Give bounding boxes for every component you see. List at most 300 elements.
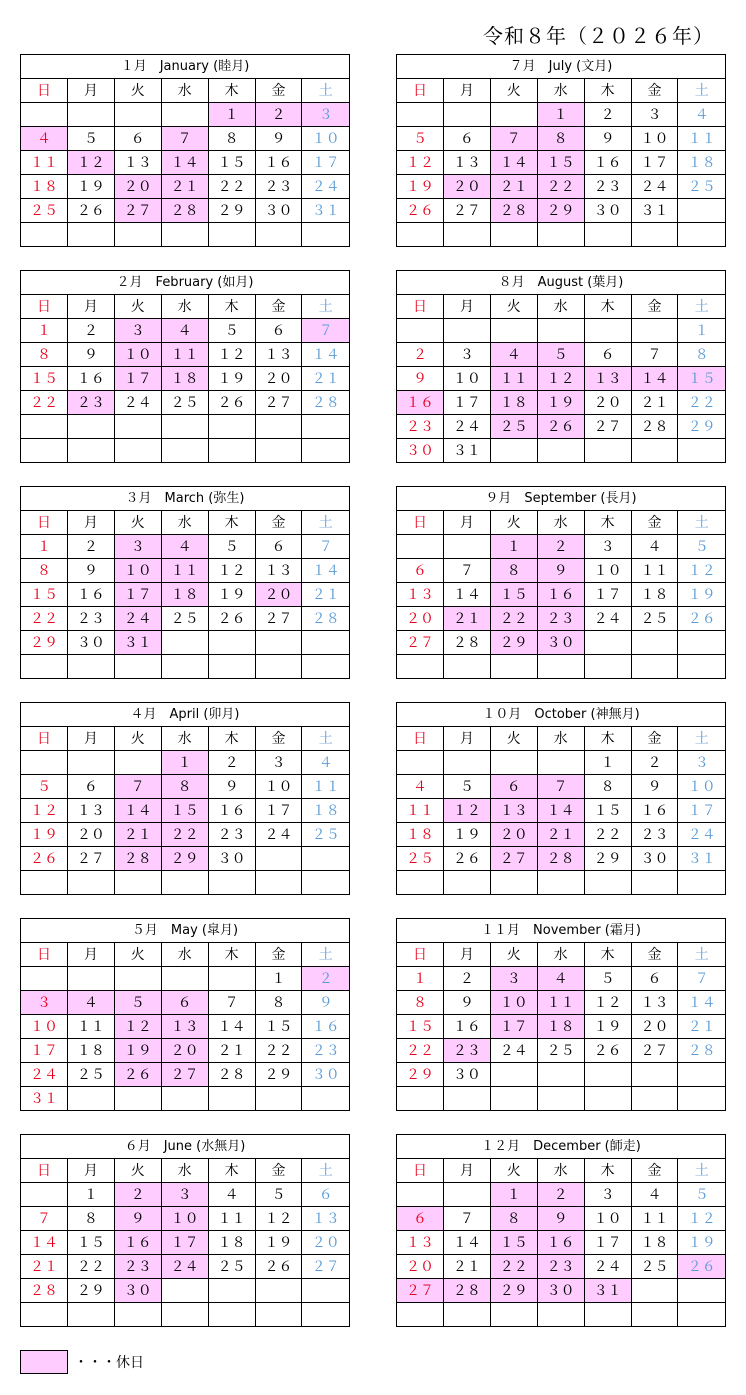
day-cell: ２７ bbox=[67, 847, 114, 871]
month-calendar bbox=[396, 1134, 726, 1327]
day-cell: ２８ bbox=[208, 1063, 255, 1087]
day-cell: ７ bbox=[161, 127, 208, 151]
empty-cell bbox=[397, 223, 444, 247]
empty-cell bbox=[255, 415, 302, 439]
day-cell: ２ bbox=[208, 751, 255, 775]
empty-cell bbox=[21, 751, 68, 775]
empty-cell bbox=[584, 439, 631, 463]
day-cell: １５ bbox=[678, 367, 726, 391]
day-cell: ２６ bbox=[208, 607, 255, 631]
day-cell: ２３ bbox=[67, 607, 114, 631]
empty-cell bbox=[397, 535, 444, 559]
day-cell: ２１ bbox=[443, 1255, 490, 1279]
day-cell: １６ bbox=[302, 1015, 350, 1039]
weekday-label: 火 bbox=[490, 295, 537, 319]
day-cell: ３１ bbox=[443, 439, 490, 463]
day-cell: ９ bbox=[255, 127, 302, 151]
empty-cell bbox=[302, 223, 350, 247]
empty-cell bbox=[67, 751, 114, 775]
empty-cell bbox=[302, 415, 350, 439]
weekday-label: 木 bbox=[208, 943, 255, 967]
day-cell: ３０ bbox=[302, 1063, 350, 1087]
empty-cell bbox=[208, 655, 255, 679]
day-cell: １０ bbox=[678, 775, 726, 799]
day-cell: １９ bbox=[21, 823, 68, 847]
day-cell: １７ bbox=[584, 583, 631, 607]
day-cell: ３１ bbox=[584, 1279, 631, 1303]
day-cell: １７ bbox=[114, 583, 161, 607]
day-cell: １５ bbox=[67, 1231, 114, 1255]
day-cell: １９ bbox=[443, 823, 490, 847]
empty-cell bbox=[678, 223, 726, 247]
empty-cell bbox=[302, 631, 350, 655]
day-cell: ８ bbox=[678, 343, 726, 367]
day-cell: ２５ bbox=[537, 1039, 584, 1063]
day-cell: １２ bbox=[678, 1207, 726, 1231]
empty-cell bbox=[161, 439, 208, 463]
legend-label: ・・・休日 bbox=[74, 1355, 144, 1371]
day-cell: １９ bbox=[67, 175, 114, 199]
weekday-label: 月 bbox=[443, 727, 490, 751]
day-cell: ４ bbox=[397, 775, 444, 799]
weekday-label: 木 bbox=[208, 1159, 255, 1183]
day-cell: １６ bbox=[584, 151, 631, 175]
weekday-label: 水 bbox=[537, 727, 584, 751]
day-cell: ３ bbox=[584, 535, 631, 559]
empty-cell bbox=[67, 1303, 114, 1327]
empty-cell bbox=[443, 1183, 490, 1207]
day-cell: １８ bbox=[161, 583, 208, 607]
day-cell: １６ bbox=[255, 151, 302, 175]
day-cell: １７ bbox=[302, 151, 350, 175]
day-cell: ３ bbox=[161, 1183, 208, 1207]
empty-cell bbox=[255, 655, 302, 679]
weekday-label: 金 bbox=[255, 943, 302, 967]
empty-cell bbox=[537, 439, 584, 463]
weekday-label: 木 bbox=[584, 727, 631, 751]
empty-cell bbox=[537, 223, 584, 247]
day-cell: １０ bbox=[161, 1207, 208, 1231]
empty-cell bbox=[678, 655, 726, 679]
empty-cell bbox=[490, 223, 537, 247]
day-cell: １０ bbox=[584, 559, 631, 583]
day-cell: １５ bbox=[537, 151, 584, 175]
day-cell: １ bbox=[161, 751, 208, 775]
day-cell: １６ bbox=[114, 1231, 161, 1255]
day-cell: ３０ bbox=[255, 199, 302, 223]
day-cell: ４ bbox=[208, 1183, 255, 1207]
empty-cell bbox=[161, 655, 208, 679]
empty-cell bbox=[397, 103, 444, 127]
day-cell: ５ bbox=[208, 535, 255, 559]
month-calendar bbox=[396, 486, 726, 679]
empty-cell bbox=[397, 1183, 444, 1207]
day-cell: ３０ bbox=[537, 631, 584, 655]
empty-cell bbox=[161, 1087, 208, 1111]
day-cell: ２０ bbox=[490, 823, 537, 847]
day-cell: ３０ bbox=[208, 847, 255, 871]
empty-cell bbox=[678, 1303, 726, 1327]
empty-cell bbox=[161, 415, 208, 439]
empty-cell bbox=[67, 655, 114, 679]
empty-cell bbox=[678, 871, 726, 895]
day-cell: ２１ bbox=[21, 1255, 68, 1279]
day-cell: ６ bbox=[490, 775, 537, 799]
empty-cell bbox=[208, 1279, 255, 1303]
day-cell: ２５ bbox=[21, 199, 68, 223]
day-cell: ２７ bbox=[114, 199, 161, 223]
day-cell: ２２ bbox=[21, 607, 68, 631]
empty-cell bbox=[21, 967, 68, 991]
month-calendar bbox=[396, 54, 726, 247]
weekday-label: 日 bbox=[397, 1159, 444, 1183]
empty-cell bbox=[490, 1063, 537, 1087]
day-cell: ２７ bbox=[255, 391, 302, 415]
empty-cell bbox=[631, 1279, 678, 1303]
day-cell: ２２ bbox=[537, 175, 584, 199]
day-cell: ５ bbox=[584, 967, 631, 991]
day-cell: １３ bbox=[114, 151, 161, 175]
day-cell: ２ bbox=[443, 967, 490, 991]
day-cell: １３ bbox=[161, 1015, 208, 1039]
month-header: １２月 December (師走) bbox=[397, 1135, 726, 1159]
day-cell: ８ bbox=[255, 991, 302, 1015]
day-cell: １ bbox=[255, 967, 302, 991]
empty-cell bbox=[678, 439, 726, 463]
day-cell: １１ bbox=[537, 991, 584, 1015]
day-cell: １９ bbox=[208, 367, 255, 391]
empty-cell bbox=[208, 415, 255, 439]
weekday-label: 土 bbox=[678, 295, 726, 319]
day-cell: １ bbox=[490, 535, 537, 559]
day-cell: ６ bbox=[255, 535, 302, 559]
day-cell: ２ bbox=[67, 535, 114, 559]
day-cell: ２１ bbox=[161, 175, 208, 199]
weekday-label: 日 bbox=[21, 295, 68, 319]
day-cell: ２０ bbox=[302, 1231, 350, 1255]
day-cell: １８ bbox=[302, 799, 350, 823]
month-header: １月 January (睦月) bbox=[21, 55, 350, 79]
empty-cell bbox=[114, 1087, 161, 1111]
day-cell: １８ bbox=[537, 1015, 584, 1039]
day-cell: ５ bbox=[678, 1183, 726, 1207]
empty-cell bbox=[443, 1303, 490, 1327]
day-cell: ６ bbox=[443, 127, 490, 151]
day-cell: ９ bbox=[67, 559, 114, 583]
day-cell: ３１ bbox=[21, 1087, 68, 1111]
day-cell: ２３ bbox=[67, 391, 114, 415]
weekday-label: 土 bbox=[302, 727, 350, 751]
empty-cell bbox=[490, 439, 537, 463]
empty-cell bbox=[21, 1183, 68, 1207]
day-cell: １０ bbox=[443, 367, 490, 391]
day-cell: ２４ bbox=[161, 1255, 208, 1279]
day-cell: ２６ bbox=[678, 607, 726, 631]
day-cell: ８ bbox=[21, 559, 68, 583]
day-cell: ２３ bbox=[208, 823, 255, 847]
day-cell: ５ bbox=[21, 775, 68, 799]
day-cell: ２０ bbox=[584, 391, 631, 415]
month-header: １１月 November (霜月) bbox=[397, 919, 726, 943]
day-cell: ３ bbox=[302, 103, 350, 127]
day-cell: ３ bbox=[678, 751, 726, 775]
day-cell: １９ bbox=[208, 583, 255, 607]
empty-cell bbox=[631, 1063, 678, 1087]
empty-cell bbox=[490, 655, 537, 679]
weekday-label: 月 bbox=[67, 943, 114, 967]
weekday-label: 土 bbox=[678, 727, 726, 751]
weekday-label: 火 bbox=[114, 79, 161, 103]
empty-cell bbox=[537, 655, 584, 679]
empty-cell bbox=[443, 751, 490, 775]
day-cell: １５ bbox=[21, 367, 68, 391]
day-cell: ２２ bbox=[67, 1255, 114, 1279]
day-cell: ２３ bbox=[631, 823, 678, 847]
day-cell: １７ bbox=[21, 1039, 68, 1063]
day-cell: ２５ bbox=[67, 1063, 114, 1087]
empty-cell bbox=[631, 1087, 678, 1111]
empty-cell bbox=[631, 439, 678, 463]
weekday-label: 土 bbox=[302, 1159, 350, 1183]
empty-cell bbox=[584, 1303, 631, 1327]
day-cell: １２ bbox=[208, 343, 255, 367]
day-cell: １ bbox=[21, 319, 68, 343]
day-cell: ２３ bbox=[114, 1255, 161, 1279]
empty-cell bbox=[67, 871, 114, 895]
weekday-label: 火 bbox=[114, 727, 161, 751]
month-header: ５月 May (皐月) bbox=[21, 919, 350, 943]
empty-cell bbox=[678, 1279, 726, 1303]
empty-cell bbox=[678, 631, 726, 655]
weekday-label: 水 bbox=[537, 79, 584, 103]
empty-cell bbox=[537, 1087, 584, 1111]
weekday-label: 木 bbox=[584, 1159, 631, 1183]
day-cell: ２３ bbox=[443, 1039, 490, 1063]
day-cell: ２８ bbox=[443, 631, 490, 655]
day-cell: ９ bbox=[114, 1207, 161, 1231]
day-cell: ２２ bbox=[208, 175, 255, 199]
day-cell: ４ bbox=[537, 967, 584, 991]
empty-cell bbox=[114, 103, 161, 127]
empty-cell bbox=[208, 1087, 255, 1111]
day-cell: ２ bbox=[537, 535, 584, 559]
day-cell: １８ bbox=[631, 1231, 678, 1255]
day-cell: １９ bbox=[537, 391, 584, 415]
empty-cell bbox=[114, 871, 161, 895]
day-cell: １９ bbox=[255, 1231, 302, 1255]
day-cell: １４ bbox=[631, 367, 678, 391]
day-cell: １６ bbox=[443, 1015, 490, 1039]
empty-cell bbox=[631, 319, 678, 343]
day-cell: １４ bbox=[114, 799, 161, 823]
weekday-label: 金 bbox=[631, 943, 678, 967]
weekday-label: 水 bbox=[161, 943, 208, 967]
weekday-label: 水 bbox=[161, 79, 208, 103]
empty-cell bbox=[631, 1303, 678, 1327]
day-cell: ７ bbox=[443, 559, 490, 583]
day-cell: ２４ bbox=[255, 823, 302, 847]
day-cell: ８ bbox=[397, 991, 444, 1015]
empty-cell bbox=[67, 967, 114, 991]
day-cell: １５ bbox=[397, 1015, 444, 1039]
day-cell: ２１ bbox=[114, 823, 161, 847]
weekday-label: 土 bbox=[678, 79, 726, 103]
empty-cell bbox=[678, 1063, 726, 1087]
day-cell: ５ bbox=[255, 1183, 302, 1207]
day-cell: ２９ bbox=[490, 631, 537, 655]
weekday-label: 月 bbox=[443, 511, 490, 535]
weekday-label: 木 bbox=[208, 727, 255, 751]
empty-cell bbox=[255, 223, 302, 247]
weekday-label: 金 bbox=[255, 511, 302, 535]
empty-cell bbox=[67, 1087, 114, 1111]
empty-cell bbox=[490, 871, 537, 895]
day-cell: １２ bbox=[397, 151, 444, 175]
day-cell: ２ bbox=[302, 967, 350, 991]
empty-cell bbox=[67, 439, 114, 463]
day-cell: ２０ bbox=[443, 175, 490, 199]
empty-cell bbox=[397, 751, 444, 775]
empty-cell bbox=[397, 871, 444, 895]
day-cell: １４ bbox=[490, 151, 537, 175]
day-cell: ２３ bbox=[537, 1255, 584, 1279]
weekday-label: 土 bbox=[302, 511, 350, 535]
empty-cell bbox=[21, 655, 68, 679]
weekday-label: 木 bbox=[208, 79, 255, 103]
day-cell: ８ bbox=[67, 1207, 114, 1231]
day-cell: ２９ bbox=[161, 847, 208, 871]
weekday-label: 金 bbox=[631, 79, 678, 103]
day-cell: ２５ bbox=[631, 1255, 678, 1279]
day-cell: ３１ bbox=[114, 631, 161, 655]
month-header: ４月 April (卯月) bbox=[21, 703, 350, 727]
day-cell: ３０ bbox=[443, 1063, 490, 1087]
day-cell: １７ bbox=[631, 151, 678, 175]
empty-cell bbox=[302, 1303, 350, 1327]
day-cell: ２２ bbox=[584, 823, 631, 847]
month-calendar bbox=[20, 1134, 350, 1327]
weekday-label: 木 bbox=[208, 295, 255, 319]
month-calendar bbox=[396, 918, 726, 1111]
day-cell: ２６ bbox=[114, 1063, 161, 1087]
empty-cell bbox=[537, 319, 584, 343]
day-cell: １ bbox=[397, 967, 444, 991]
weekday-label: 月 bbox=[67, 295, 114, 319]
day-cell: ２４ bbox=[490, 1039, 537, 1063]
weekday-label: 月 bbox=[67, 1159, 114, 1183]
weekday-label: 金 bbox=[255, 727, 302, 751]
day-cell: ２８ bbox=[161, 199, 208, 223]
weekday-label: 土 bbox=[678, 943, 726, 967]
day-cell: ４ bbox=[161, 535, 208, 559]
weekday-label: 水 bbox=[161, 511, 208, 535]
day-cell: ２ bbox=[255, 103, 302, 127]
day-cell: １８ bbox=[678, 151, 726, 175]
day-cell: １１ bbox=[302, 775, 350, 799]
day-cell: ４ bbox=[67, 991, 114, 1015]
day-cell: １４ bbox=[302, 343, 350, 367]
empty-cell bbox=[631, 631, 678, 655]
day-cell: ２４ bbox=[114, 391, 161, 415]
empty-cell bbox=[302, 1279, 350, 1303]
day-cell: ３ bbox=[255, 751, 302, 775]
empty-cell bbox=[161, 103, 208, 127]
empty-cell bbox=[114, 415, 161, 439]
weekday-label: 火 bbox=[114, 943, 161, 967]
empty-cell bbox=[255, 871, 302, 895]
day-cell: ２６ bbox=[397, 199, 444, 223]
day-cell: ３ bbox=[631, 103, 678, 127]
day-cell: １７ bbox=[255, 799, 302, 823]
day-cell: ９ bbox=[67, 343, 114, 367]
weekday-label: 月 bbox=[443, 943, 490, 967]
day-cell: ２９ bbox=[21, 631, 68, 655]
day-cell: １７ bbox=[678, 799, 726, 823]
empty-cell bbox=[114, 439, 161, 463]
empty-cell bbox=[302, 1087, 350, 1111]
day-cell: ５ bbox=[114, 991, 161, 1015]
day-cell: ２７ bbox=[584, 415, 631, 439]
day-cell: ４ bbox=[302, 751, 350, 775]
day-cell: ７ bbox=[490, 127, 537, 151]
month-calendar bbox=[20, 702, 350, 895]
day-cell: ２ bbox=[537, 1183, 584, 1207]
day-cell: ６ bbox=[631, 967, 678, 991]
day-cell: １７ bbox=[161, 1231, 208, 1255]
day-cell: ２４ bbox=[631, 175, 678, 199]
empty-cell bbox=[302, 847, 350, 871]
day-cell: １６ bbox=[537, 1231, 584, 1255]
day-cell: ２１ bbox=[631, 391, 678, 415]
day-cell: ２８ bbox=[678, 1039, 726, 1063]
weekday-label: 土 bbox=[678, 1159, 726, 1183]
day-cell: ３０ bbox=[631, 847, 678, 871]
day-cell: ２ bbox=[67, 319, 114, 343]
empty-cell bbox=[208, 439, 255, 463]
empty-cell bbox=[208, 223, 255, 247]
day-cell: ２１ bbox=[443, 607, 490, 631]
day-cell: １０ bbox=[631, 127, 678, 151]
day-cell: ３０ bbox=[584, 199, 631, 223]
empty-cell bbox=[255, 1087, 302, 1111]
day-cell: １７ bbox=[443, 391, 490, 415]
day-cell: ６ bbox=[255, 319, 302, 343]
day-cell: ７ bbox=[302, 319, 350, 343]
day-cell: ６ bbox=[397, 1207, 444, 1231]
day-cell: ２２ bbox=[397, 1039, 444, 1063]
day-cell: １５ bbox=[490, 1231, 537, 1255]
empty-cell bbox=[631, 655, 678, 679]
day-cell: １３ bbox=[67, 799, 114, 823]
day-cell: １ bbox=[208, 103, 255, 127]
empty-cell bbox=[114, 655, 161, 679]
day-cell: ２５ bbox=[302, 823, 350, 847]
day-cell: ４ bbox=[21, 127, 68, 151]
day-cell: ２０ bbox=[67, 823, 114, 847]
day-cell: ４ bbox=[631, 535, 678, 559]
day-cell: ２５ bbox=[490, 415, 537, 439]
day-cell: ３ bbox=[21, 991, 68, 1015]
day-cell: ４ bbox=[490, 343, 537, 367]
month-calendar bbox=[396, 270, 726, 463]
day-cell: １０ bbox=[490, 991, 537, 1015]
empty-cell bbox=[21, 223, 68, 247]
day-cell: １３ bbox=[490, 799, 537, 823]
day-cell: ２２ bbox=[21, 391, 68, 415]
day-cell: ２２ bbox=[490, 607, 537, 631]
day-cell: ６ bbox=[67, 775, 114, 799]
day-cell: １５ bbox=[490, 583, 537, 607]
